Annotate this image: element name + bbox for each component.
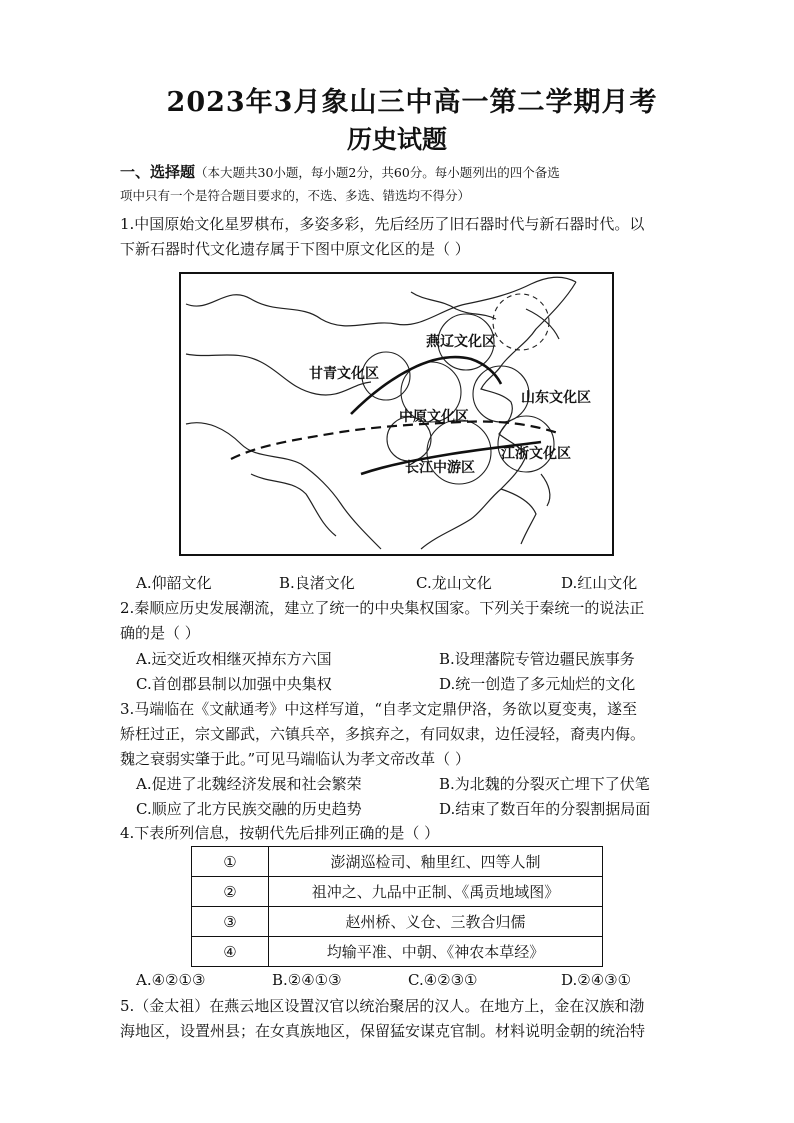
map-label-zhongyuan: 中原文化区 xyxy=(399,409,469,425)
section-instructions-1: （本大题共30小题，每小题2分，共60分。每小题列出的四个备选 xyxy=(195,165,560,180)
q3-stem-line3: 魏之衰弱实肇于此。”可见马端临认为孝文帝改革（ ） xyxy=(120,750,470,768)
table-row xyxy=(192,877,603,907)
q1-stem-line2: 下新石器时代文化遗存属于下图中原文化区的是（ ） xyxy=(120,240,470,258)
map-label-jiangzhe: 江浙文化区 xyxy=(501,446,571,462)
map-label-changjiang: 长江中游区 xyxy=(405,460,475,476)
q1-stem-line1: 1.中国原始文化星罗棋布，多姿多彩，先后经历了旧石器时代与新石器时代。以 xyxy=(120,215,645,233)
table-cell-text: 祖冲之、九品中正制、《禹贡地域图》 xyxy=(269,877,603,907)
q4-table xyxy=(191,846,603,967)
q4-option-c[interactable]: C.④②③① xyxy=(408,971,478,989)
q2-option-b[interactable]: B.设理藩院专管边疆民族事务 xyxy=(439,650,635,668)
page-subtitle: 历史试题 xyxy=(346,125,447,154)
q3-option-a[interactable]: A.促进了北魏经济发展和社会繁荣 xyxy=(136,775,362,793)
q4-option-b[interactable]: B.②④①③ xyxy=(272,971,342,989)
table-cell-num: ② xyxy=(192,877,269,907)
q1-option-a[interactable]: A.仰韶文化 xyxy=(136,574,212,592)
q1-option-c[interactable]: C.龙山文化 xyxy=(416,574,492,592)
table-row xyxy=(192,847,603,877)
table-cell-text: 均输平准、中朝、《神农本草经》 xyxy=(269,937,603,967)
q4-option-d[interactable]: D.②④③① xyxy=(561,971,632,989)
table-row xyxy=(192,907,603,937)
section-heading: 一、选择题 xyxy=(120,163,196,181)
culture-region-map xyxy=(179,272,614,556)
q5-stem-line2: 海地区，设置州县；在女真族地区，保留猛安谋克官制。材料说明金朝的统治特 xyxy=(120,1022,646,1040)
table-cell-text: 澎湖巡检司、釉里红、四等人制 xyxy=(269,847,603,877)
table-cell-num: ③ xyxy=(192,907,269,937)
table-cell-num: ④ xyxy=(192,937,269,967)
table-row xyxy=(192,937,603,967)
q3-option-b[interactable]: B.为北魏的分裂灭亡埋下了伏笔 xyxy=(439,775,650,793)
q3-stem-line1: 3.马端临在《文献通考》中这样写道，“自孝文定鼎伊洛，务欲以夏变夷，遂至 xyxy=(120,700,637,718)
table-cell-text: 赵州桥、义仓、三教合归儒 xyxy=(269,907,603,937)
q2-option-a[interactable]: A.远交近攻相继灭掉东方六国 xyxy=(136,650,332,668)
q4-option-a[interactable]: A.④②①③ xyxy=(136,971,206,989)
map-label-shandong: 山东文化区 xyxy=(521,390,591,406)
map-label-ganqing: 甘青文化区 xyxy=(309,366,379,382)
q2-option-d[interactable]: D.统一创造了多元灿烂的文化 xyxy=(439,675,636,693)
table-cell-num: ① xyxy=(192,847,269,877)
q3-stem-line2: 矫枉过正，宗文鄙武，六镇兵卒，多摈弃之，有同奴隶，边任浸轻，裔夷内侮。 xyxy=(120,725,646,743)
q2-option-c[interactable]: C.首创郡县制以加强中央集权 xyxy=(136,675,332,693)
q2-stem-line2: 确的是（ ） xyxy=(120,624,200,642)
section-header xyxy=(120,160,680,185)
q5-stem-line1: 5.（金太祖）在燕云地区设置汉官以统治聚居的汉人。在地方上，金在汉族和渤 xyxy=(120,997,645,1015)
q1-option-b[interactable]: B.良渚文化 xyxy=(279,574,355,592)
page-title: 2023年3月象山三中高一第二学期月考 xyxy=(166,87,658,118)
q2-stem-line1: 2.秦顺应历史发展潮流，建立了统一的中央集权国家。下列关于秦统一的说法正 xyxy=(120,599,645,617)
map-label-yanliao: 燕辽文化区 xyxy=(426,334,496,350)
q3-option-c[interactable]: C.顺应了北方民族交融的历史趋势 xyxy=(136,800,362,818)
q3-option-d[interactable]: D.结束了数百年的分裂割据局面 xyxy=(439,800,651,818)
section-instructions-2: 项中只有一个是符合题目要求的，不选、多选、错选均不得分） xyxy=(120,188,471,203)
q4-stem: 4.下表所列信息，按朝代先后排列正确的是（ ） xyxy=(120,824,440,842)
q1-option-d[interactable]: D.红山文化 xyxy=(561,574,638,592)
